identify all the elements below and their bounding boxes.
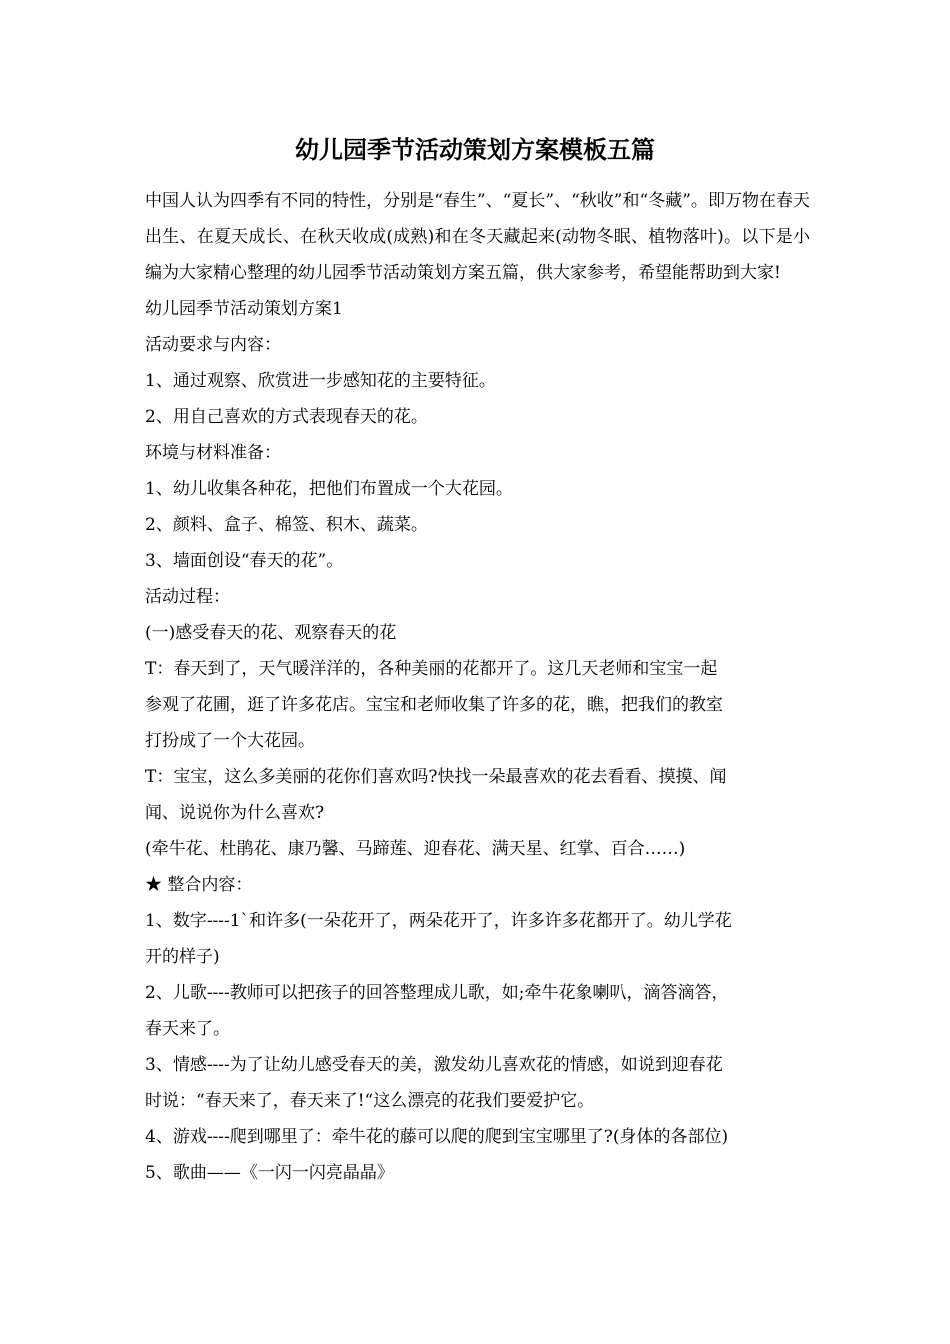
intro-paragraph: 中国人认为四季有不同的特性，分别是“春生”、“夏长”、“秋收”和“冬藏”。即万物在春天出生、在夏天成长、在秋天收成(成熟)和在冬天藏起来(动物冬眠、植物落叶)。以下是小编为大家精心整理的幼儿园季节活动策划方案五篇，供大家参考，希望能帮助到大家!: [145, 191, 810, 283]
text-line: 5、歌曲——《一闪一闪亮晶晶》: [145, 1163, 394, 1183]
text-line: (一)感受春天的花、观察春天的花: [145, 623, 397, 643]
text-line: 1、通过观察、欣赏进一步感知花的主要特征。: [145, 371, 496, 391]
text-line: T：宝宝，这么多美丽的花你们喜欢吗?快找一朵最喜欢的花去看看、摸摸、闻: [145, 767, 727, 787]
text-line: 春天来了。: [145, 1019, 230, 1039]
text-line: 2、颜料、盒子、棉签、积木、蔬菜。: [145, 515, 428, 535]
text-line: T：春天到了，天气暖洋洋的，各种美丽的花都开了。这几天老师和宝宝一起: [145, 659, 718, 679]
document-title: 幼儿园季节活动策划方案模板五篇: [295, 135, 655, 164]
text-line: 闻、说说你为什么喜欢?: [145, 803, 325, 823]
text-line: 活动要求与内容：: [145, 335, 281, 355]
text-line: 2、儿歌----教师可以把孩子的回答整理成儿歌，如;牵牛花象喇叭，滴答滴答，: [145, 983, 729, 1003]
text-line: 3、墙面创设“春天的花”。: [145, 551, 344, 571]
text-line: 1、数字----1`和许多(一朵花开了，两朵花开了，许多许多花都开了。幼儿学花: [145, 911, 732, 931]
text-line: 4、游戏----爬到哪里了：牵牛花的藤可以爬的爬到宝宝哪里了?(身体的各部位): [145, 1127, 729, 1147]
text-line: 开的样子): [145, 947, 220, 967]
text-line: (牵牛花、杜鹃花、康乃馨、马蹄莲、迎春花、满天星、红掌、百合……): [145, 839, 686, 859]
text-line: ★ 整合内容：: [145, 875, 253, 895]
text-line: 打扮成了一个大花园。: [145, 731, 315, 751]
text-line: 1、幼儿收集各种花，把他们布置成一个大花园。: [145, 479, 513, 499]
text-line: 活动过程：: [145, 587, 230, 607]
document-body: [145, 183, 810, 1191]
text-line: 时说：“春天来了，春天来了!“这么漂亮的花我们要爱护它。: [145, 1091, 595, 1111]
text-line: 幼儿园季节活动策划方案1: [145, 299, 343, 319]
text-line: 参观了花圃，逛了许多花店。宝宝和老师收集了许多的花，瞧，把我们的教室: [145, 695, 723, 715]
text-line: 3、情感----为了让幼儿感受春天的美，激发幼儿喜欢花的情感，如说到迎春花: [145, 1055, 723, 1075]
text-line: 环境与材料准备：: [145, 443, 281, 463]
text-line: 2、用自己喜欢的方式表现春天的花。: [145, 407, 428, 427]
